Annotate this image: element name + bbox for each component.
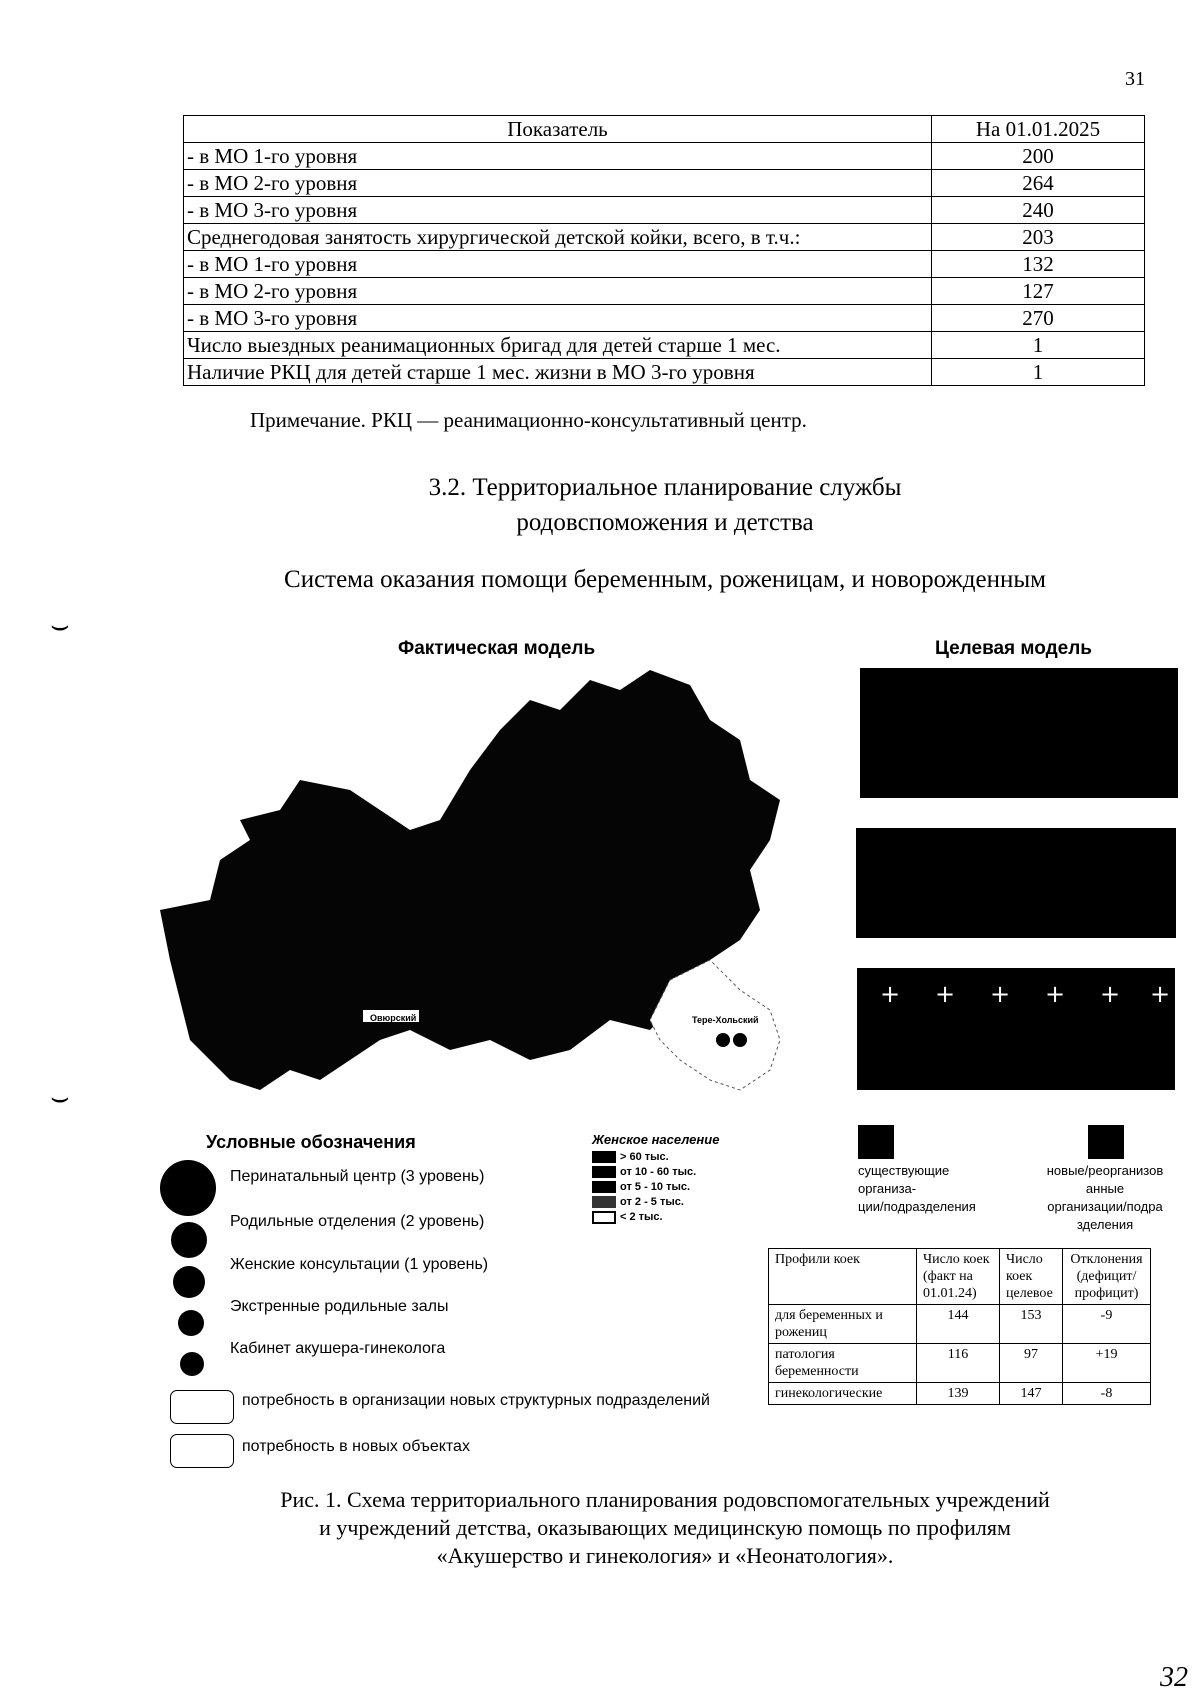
pop-swatch (592, 1151, 616, 1163)
section-title-line-2: родовспоможения и детства (516, 509, 814, 536)
beds-table (768, 1248, 1151, 1405)
table-row (184, 278, 1145, 305)
map-label-district-1: Овюрский (370, 1013, 417, 1023)
plus-icon: + (880, 980, 901, 1008)
figure-caption (0, 1486, 1200, 1570)
row-label: - в МО 1-го уровня (184, 251, 932, 278)
caption-line-3: «Акушерство и гинекология» и «Неонатология». (436, 1543, 894, 1568)
gynecologist-office-icon (180, 1352, 204, 1376)
beds-header: Число коек целевое (1000, 1249, 1063, 1305)
plus-icon: + (990, 980, 1011, 1008)
row-label: - в МО 1-го уровня (184, 143, 932, 170)
female-pop-item: < 2 тыс. (592, 1210, 696, 1225)
new-org-label (1030, 1162, 1180, 1234)
existing-org-label-line: существующие (858, 1163, 950, 1178)
legend-item-office: Кабинет акушера-гинеколога (230, 1340, 446, 1357)
target-block-3 (857, 968, 1175, 1090)
row-label: - в МО 2-го уровня (184, 278, 932, 305)
need-new-objects-box (170, 1434, 234, 1468)
female-pop-item: от 2 - 5 тыс. (592, 1195, 696, 1210)
legend-item-perinatal: Перинатальный центр (3 уровень) (230, 1168, 485, 1185)
table-row (184, 332, 1145, 359)
pop-swatch (592, 1211, 616, 1224)
female-population-title: Женское население (592, 1132, 720, 1147)
legend-title: Условные обозначения (206, 1132, 416, 1152)
pop-swatch (592, 1181, 616, 1193)
table-row (769, 1305, 1151, 1344)
plus-icon: + (935, 980, 956, 1008)
table-row (184, 197, 1145, 224)
beds-target: 97 (1000, 1344, 1063, 1383)
existing-org-label-line: ции/подразделения (858, 1199, 976, 1214)
caption-line-2: и учреждений детства, оказывающих медицинскую помощь по профилям (319, 1515, 1011, 1540)
emergency-room-icon (178, 1310, 204, 1336)
need-new-units-box (170, 1390, 234, 1424)
actual-model-title: Фактическая модель (398, 638, 596, 659)
row-value: 200 (932, 143, 1145, 170)
target-block-1 (860, 668, 1178, 798)
row-label: Наличие РКЦ для детей старше 1 мес. жизни в МО 3-го уровня (184, 359, 932, 386)
beds-actual: 116 (917, 1344, 1000, 1383)
map-dot (716, 1033, 730, 1047)
scan-mark-icon: ⌣ (50, 1080, 70, 1115)
beds-deviation: -8 (1063, 1383, 1151, 1405)
row-label: - в МО 2-го уровня (184, 170, 932, 197)
map-label-district-2: Тере-Хольский (692, 1015, 759, 1025)
section-title-line-1: 3.2. Территориальное планирование службы (428, 474, 902, 501)
scan-mark-icon: ⌣ (50, 608, 70, 643)
maternity-ward-icon (171, 1222, 207, 1258)
row-value: 270 (932, 305, 1145, 332)
female-pop-item: от 5 - 10 тыс. (592, 1180, 696, 1195)
handwritten-page-mark: 32 (1160, 1662, 1188, 1693)
new-org-label-line: зделения (1076, 1217, 1134, 1232)
plus-icon: + (1045, 980, 1066, 1008)
beds-header-row (769, 1249, 1151, 1305)
legend-item-emergency: Экстренные родильные залы (230, 1298, 449, 1315)
caption-line-1: Рис. 1. Схема территориального планирования родовспомогательных учреждений (280, 1487, 1050, 1512)
legend-item-clinic: Женские консультации (1 уровень) (230, 1256, 489, 1273)
plus-icon: + (1100, 980, 1121, 1008)
row-label: Число выездных реанимационных бригад для детей старше 1 мес. (184, 332, 932, 359)
figure-subtitle: Система оказания помощи беременным, роженицам, и новорожденным (284, 566, 1046, 593)
map-dot (733, 1033, 747, 1047)
beds-actual: 139 (917, 1383, 1000, 1405)
beds-profile: гинекологические (769, 1383, 917, 1405)
beds-profile: патология беременности (769, 1344, 917, 1383)
target-model-title: Целевая модель (935, 638, 1092, 659)
region-map (150, 660, 800, 1120)
indicator-table (183, 115, 1145, 386)
beds-deviation: +19 (1063, 1344, 1151, 1383)
new-org-label-line: новые/реорганизов (1046, 1163, 1164, 1178)
legend-item-maternity: Родильные отделения (2 уровень) (230, 1213, 485, 1230)
header-indicator: Показатель (184, 116, 932, 143)
row-label: - в МО 3-го уровня (184, 197, 932, 224)
beds-header: Профили коек (769, 1249, 917, 1305)
female-pop-item: > 60 тыс. (592, 1150, 696, 1165)
existing-org-label-line: организа- (858, 1181, 917, 1196)
beds-header: Отклонения (дефицит/ профицит) (1063, 1249, 1151, 1305)
female-population-legend (592, 1150, 696, 1225)
table-row (184, 359, 1145, 386)
existing-org-label (858, 1162, 976, 1216)
new-org-swatch (1088, 1125, 1124, 1159)
need-new-units-label: потребность в организации новых структурных подразделений (242, 1392, 710, 1409)
row-label: - в МО 3-го уровня (184, 305, 932, 332)
table-row (769, 1344, 1151, 1383)
beds-target: 153 (1000, 1305, 1063, 1344)
existing-org-swatch (858, 1125, 894, 1159)
table-row (184, 305, 1145, 332)
section-title (0, 470, 1200, 540)
row-value: 203 (932, 224, 1145, 251)
table-row (184, 143, 1145, 170)
pop-swatch (592, 1196, 616, 1208)
table-row (184, 170, 1145, 197)
header-date: На 01.01.2025 (932, 116, 1145, 143)
female-pop-item: от 10 - 60 тыс. (592, 1165, 696, 1180)
beds-profile: для беременных и рожениц (769, 1305, 917, 1344)
pop-swatch (592, 1166, 616, 1178)
row-value: 1 (932, 359, 1145, 386)
table-row (769, 1383, 1151, 1405)
row-value: 1 (932, 332, 1145, 359)
perinatal-center-icon (160, 1160, 216, 1216)
page-number: 31 (1125, 68, 1145, 90)
need-new-objects-label: потребность в новых объектах (242, 1438, 470, 1455)
row-value: 132 (932, 251, 1145, 278)
row-value: 264 (932, 170, 1145, 197)
plus-icon: + (1150, 980, 1171, 1008)
beds-target: 147 (1000, 1383, 1063, 1405)
table-header-row (184, 116, 1145, 143)
table-row (184, 251, 1145, 278)
womens-clinic-icon (173, 1266, 205, 1298)
row-label: Среднегодовая занятость хирургической детской койки, всего, в т.ч.: (184, 224, 932, 251)
row-value: 127 (932, 278, 1145, 305)
beds-header: Число коек (факт на 01.01.24) (917, 1249, 1000, 1305)
row-value: 240 (932, 197, 1145, 224)
beds-deviation: -9 (1063, 1305, 1151, 1344)
new-org-label-line: анные (1085, 1181, 1125, 1196)
table-row (184, 224, 1145, 251)
new-org-label-line: организации/подра (1047, 1199, 1163, 1214)
target-block-2 (856, 828, 1176, 938)
table-note: Примечание. РКЦ — реанимационно-консультативный центр. (250, 408, 807, 432)
beds-actual: 144 (917, 1305, 1000, 1344)
